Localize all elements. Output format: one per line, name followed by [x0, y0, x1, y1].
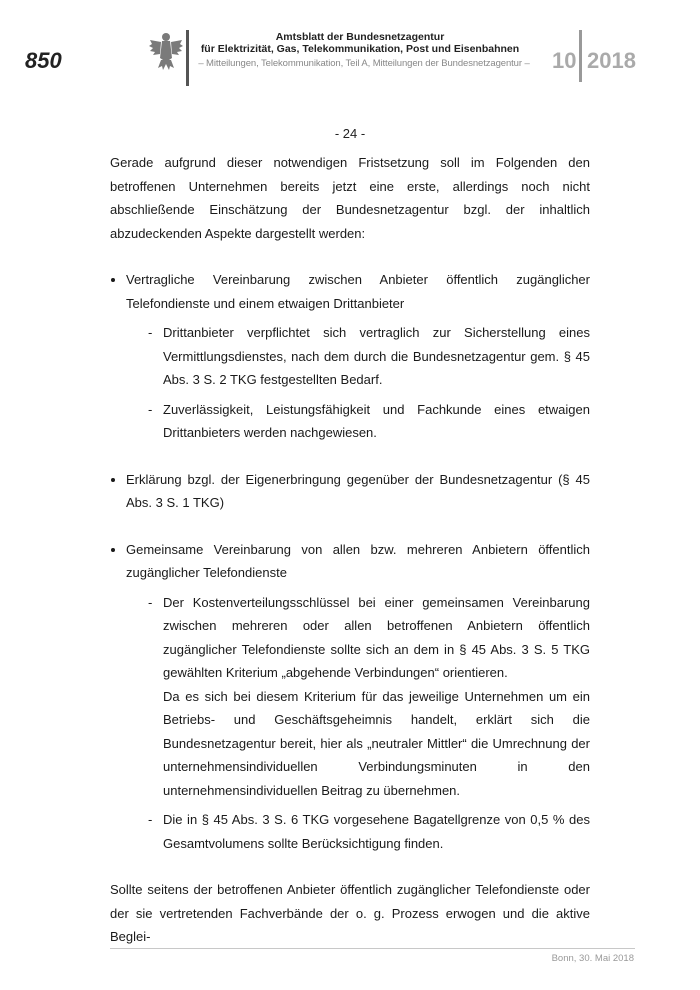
sub-item-text: Der Kostenverteilungsschlüssel bei einer gemeinsamen Vereinbarung zwischen mehreren oder allen betroffenen Anbietern öffentlich zugänglicher Telefondienste sollte sich an dem in § 45 Abs. 3 S. 5 TKG gewählten Kriterium „abgehende Verbindungen“ orientieren. [163, 594, 590, 680]
bullet-item [110, 268, 590, 445]
dash-marker: - [148, 325, 153, 340]
sub-item-continuation: Da es sich bei diesem Kriterium für das jeweilige Unternehmen um ein Betriebs- und Geschäftsgeheimnis handelt, erklärt sich die Bundesnetzagentur bereit, hier als „neutraler Mittler“ die Umrechnung der unternehmensindividuellen Verbindungsminuten in den unternehmensindividuellen Beitrag zu übernehmen. [163, 688, 590, 798]
sub-item [126, 591, 590, 685]
gazette-title-line1: Amtsblatt der Bundesnetzagentur [275, 31, 445, 43]
dash-marker: - [148, 401, 153, 417]
bullet-item [110, 538, 590, 856]
sub-item-text: Die in § 45 Abs. 3 S. 6 TKG vorgesehene Bagatellgrenze von 0,5 % des Gesamtvolumens sollte Berücksichtigung finden. [163, 812, 590, 851]
header-divider [186, 30, 189, 86]
sub-item-text: Drittanbieter verpflichtet sich vertraglich zur Sicherstellung eines Vermittlungsdienstes, nach dem durch die Bundesnetzagentur gem. § 45 Abs. 3 S. 2 TKG festgestellten Bedarf. [163, 325, 590, 387]
page-number: 850 [25, 48, 62, 73]
issue-divider [579, 30, 582, 82]
document-body [110, 151, 590, 949]
issue-number: 10 [552, 48, 577, 73]
intro-paragraph: Gerade aufgrund dieser notwendigen Fristsetzung soll im Folgenden den betroffenen Unternehmen bereits jetzt eine erste, allerdings noch nicht abschließende Einschätzung der Bundesnetzagentur bzgl. der inhaltlich abzudeckenden Aspekte dargestellt werden: [110, 155, 590, 241]
dash-marker: - [148, 594, 153, 610]
footer-place-date: Bonn, 30. Mai 2018 [551, 953, 634, 964]
sub-item [126, 808, 590, 855]
sub-item [126, 398, 590, 445]
bullet-item [110, 468, 590, 515]
issue-year: 2018 [587, 48, 636, 73]
bullet-text: Vertragliche Vereinbarung zwischen Anbieter öffentlich zugänglicher Telefondienste und einem etwaigen Drittanbieter [126, 272, 590, 311]
bullet-text: Gemeinsame Vereinbarung von allen bzw. mehreren Anbietern öffentlich zugänglicher Telefondienste [126, 541, 590, 580]
footer-divider [110, 948, 635, 949]
gazette-title [190, 31, 530, 55]
gazette-title-line2: für Elektrizität, Gas, Telekommunikation, Post und Eisenbahnen [200, 43, 520, 55]
gazette-subtitle: – Mitteilungen, Telekommunikation, Teil A, Mitteilungen der Bundesnetzagentur – [198, 58, 530, 69]
bullet-text: Erklärung bzgl. der Eigenerbringung gegenüber der Bundesnetzagentur (§ 45 Abs. 3 S. 1 TKG) [126, 471, 590, 510]
closing-paragraph: Sollte seitens der betroffenen Anbieter öffentlich zugänglicher Telefondienste oder der sie vertretenden Fachverbände der o. g. Prozess erwogen und die aktive Beglei- [110, 882, 590, 944]
inner-page-label: - 24 - [334, 126, 366, 141]
sub-item-text: Zuverlässigkeit, Leistungsfähigkeit und Fachkunde eines etwaigen Drittanbieters werden nachgewiesen. [163, 401, 590, 440]
dash-marker: - [148, 812, 153, 827]
sub-item [126, 321, 590, 392]
federal-eagle-icon [148, 30, 184, 74]
